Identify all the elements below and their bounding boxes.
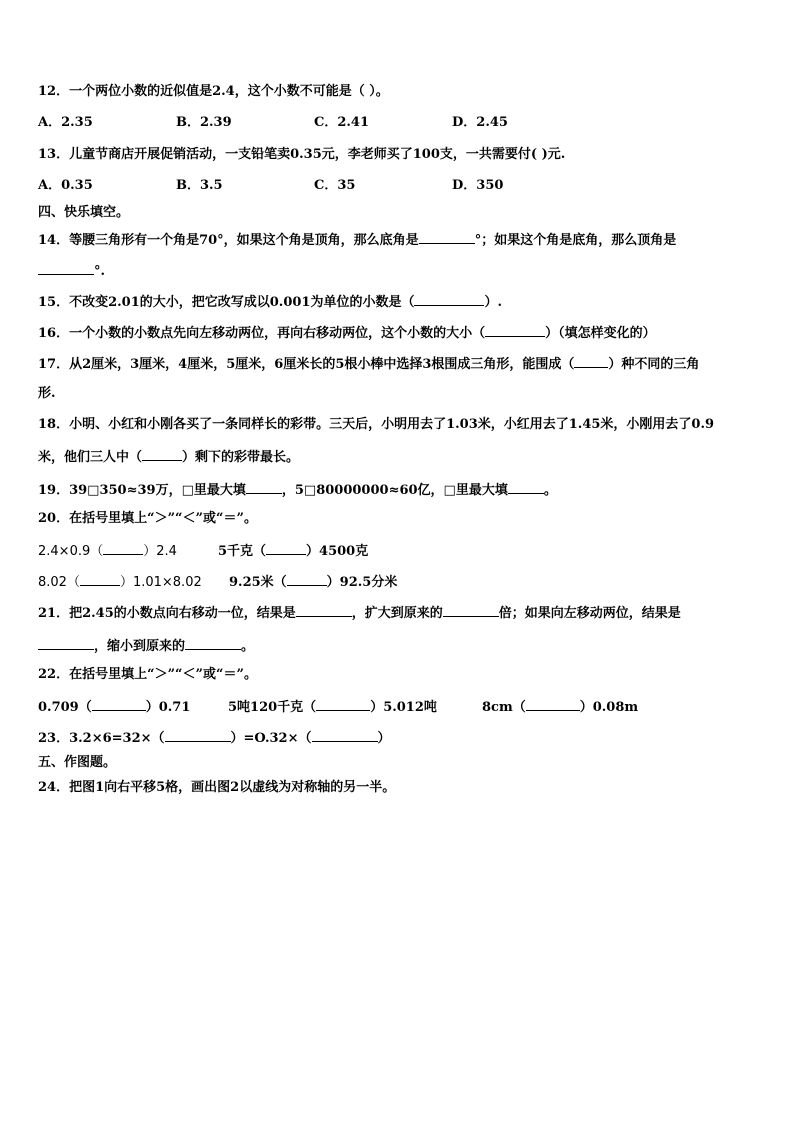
question-13-stem: 13．儿童节商店开展促销活动，一支铅笔卖0.35元，李老师买了100支，一共需要付( )元. — [38, 147, 566, 162]
q20-blank-3[interactable] — [80, 573, 120, 586]
q17-text-b: ）种不同的三角 — [608, 357, 700, 372]
q20-blank-2[interactable] — [266, 542, 306, 555]
q12-option-b: B．2.39 — [176, 115, 232, 130]
q20-item-3-right: ）1.01×8.02 — [119, 575, 202, 590]
q22-item-1 — [38, 698, 190, 716]
q23-blank-2[interactable] — [312, 729, 378, 742]
q16-text-b: ）（填怎样变化的） — [545, 326, 656, 341]
q12-option-a: A．2.35 — [38, 115, 93, 130]
q19-blank-2[interactable] — [508, 481, 544, 494]
q22-blank-3[interactable] — [526, 698, 580, 711]
q22-item-3-right: ）0.08m — [579, 700, 639, 715]
q21-blank-4[interactable] — [185, 637, 241, 650]
q21-text-d: ，缩小到原来的 — [94, 639, 186, 654]
q20-item-1 — [38, 542, 177, 560]
q20-item-1-right: ）2.4 — [143, 544, 177, 559]
q17-text-a: 17．从2厘米，3厘米，4厘米，5厘米，6厘米长的5根小棒中选择3根围成三角形，能围成（ — [38, 357, 575, 372]
q22-item-3-left: 8cm（ — [482, 700, 526, 715]
q13-option-a: A．0.35 — [38, 178, 93, 193]
question-14-line-1 — [38, 231, 676, 249]
q19-text-a: 19．39□350≈39万，□里最大填 — [38, 483, 246, 498]
q20-blank-4[interactable] — [287, 573, 327, 586]
q20-blank-1[interactable] — [103, 542, 143, 555]
q21-text-b: ，扩大到原来的 — [351, 606, 443, 621]
q14-blank-1[interactable] — [419, 231, 475, 244]
q14-text-a: 14．等腰三角形有一个角是70°，如果这个角是顶角，那么底角是 — [38, 233, 419, 248]
q14-text-b: °；如果这个角是底角，那么顶角是 — [474, 233, 677, 248]
q21-blank-2[interactable] — [443, 604, 499, 617]
question-21-line-2 — [38, 637, 254, 655]
section-5-heading: 五、作图题。 — [38, 755, 117, 770]
q14-blank-2[interactable] — [38, 262, 94, 275]
q22-item-1-right: ）0.71 — [145, 700, 191, 715]
q20-item-2-right: ）4500克 — [306, 544, 369, 559]
q18-text-b: ）剩下的彩带最长。 — [182, 450, 300, 465]
question-12-stem: 12．一个两位小数的近似值是2.4，这个小数不可能是（ ）。 — [38, 84, 389, 99]
q16-blank[interactable] — [485, 324, 545, 337]
q15-text-a: 15．不改变2.01的大小，把它改写成以0.001为单位的小数是（ — [38, 295, 415, 310]
q23-text-b: ）=O.32×（ — [230, 731, 312, 746]
q22-item-2-right: ）5.012吨 — [370, 700, 437, 715]
q20-item-3 — [38, 573, 202, 591]
q22-blank-2[interactable] — [316, 698, 370, 711]
q22-item-1-left: 0.709（ — [38, 700, 92, 715]
q22-item-3 — [482, 698, 638, 716]
q15-blank[interactable] — [414, 293, 484, 306]
q20-item-4-right: ）92.5分米 — [326, 575, 398, 590]
q21-blank-1[interactable] — [296, 604, 352, 617]
q12-option-d: D．2.45 — [452, 115, 508, 130]
q21-text-c: 倍；如果向左移动两位，结果是 — [498, 606, 681, 621]
question-22-stem: 22．在括号里填上“＞”“＜”或“＝”。 — [38, 667, 257, 682]
q20-item-2-left: 5千克（ — [218, 544, 267, 559]
section-4-heading: 四、快乐填空。 — [38, 205, 130, 220]
question-17-line-2: 形. — [38, 386, 56, 401]
q20-item-4 — [229, 573, 397, 591]
question-20-stem: 20．在括号里填上“＞”“＜”或“＝”。 — [38, 511, 257, 526]
q19-text-c: 。 — [543, 483, 557, 498]
q15-text-b: ）. — [484, 295, 502, 310]
question-23 — [38, 729, 391, 747]
question-24: 24．把图1向右平移5格，画出图2以虚线为对称轴的另一半。 — [38, 780, 396, 795]
q23-blank-1[interactable] — [165, 729, 231, 742]
q20-item-1-left: 2.4×0.9（ — [38, 544, 104, 559]
question-17-line-1 — [38, 355, 699, 373]
q20-item-2 — [218, 542, 368, 560]
q21-text-e: 。 — [241, 639, 255, 654]
q19-blank-1[interactable] — [246, 481, 282, 494]
question-15 — [38, 293, 502, 311]
q20-item-3-left: 8.02（ — [38, 575, 80, 590]
question-19 — [38, 481, 557, 499]
q13-option-b: B．3.5 — [176, 178, 223, 193]
q13-option-d: D．350 — [452, 178, 504, 193]
q14-text-c: °. — [94, 264, 106, 279]
q19-text-b: ，5□80000000≈60亿，□里最大填 — [281, 483, 508, 498]
q22-item-2-left: 5吨120千克（ — [228, 700, 317, 715]
q21-blank-3[interactable] — [38, 637, 94, 650]
question-18-line-2 — [38, 448, 299, 466]
q22-item-2 — [228, 698, 437, 716]
question-21-line-1 — [38, 604, 681, 622]
q16-text-a: 16．一个小数的小数点先向左移动两位，再向右移动两位，这个小数的大小（ — [38, 326, 486, 341]
question-14-line-2 — [38, 262, 105, 280]
q13-option-c: C．35 — [314, 178, 356, 193]
q18-blank[interactable] — [142, 448, 182, 461]
q23-text-c: ） — [377, 731, 391, 746]
question-16 — [38, 324, 656, 342]
q21-text-a: 21．把2.45的小数点向右移动一位，结果是 — [38, 606, 296, 621]
q17-blank[interactable] — [574, 355, 608, 368]
q12-option-c: C．2.41 — [314, 115, 370, 130]
q20-item-4-left: 9.25米（ — [229, 575, 287, 590]
q22-blank-1[interactable] — [92, 698, 146, 711]
question-18-line-1: 18．小明、小红和小刚各买了一条同样长的彩带。三天后，小明用去了1.03米，小红用去了1.45米，小刚用去了0.9 — [38, 417, 715, 432]
q23-text-a: 23．3.2×6=32×（ — [38, 731, 165, 746]
q18-text-a: 米，他们三人中（ — [38, 450, 143, 465]
